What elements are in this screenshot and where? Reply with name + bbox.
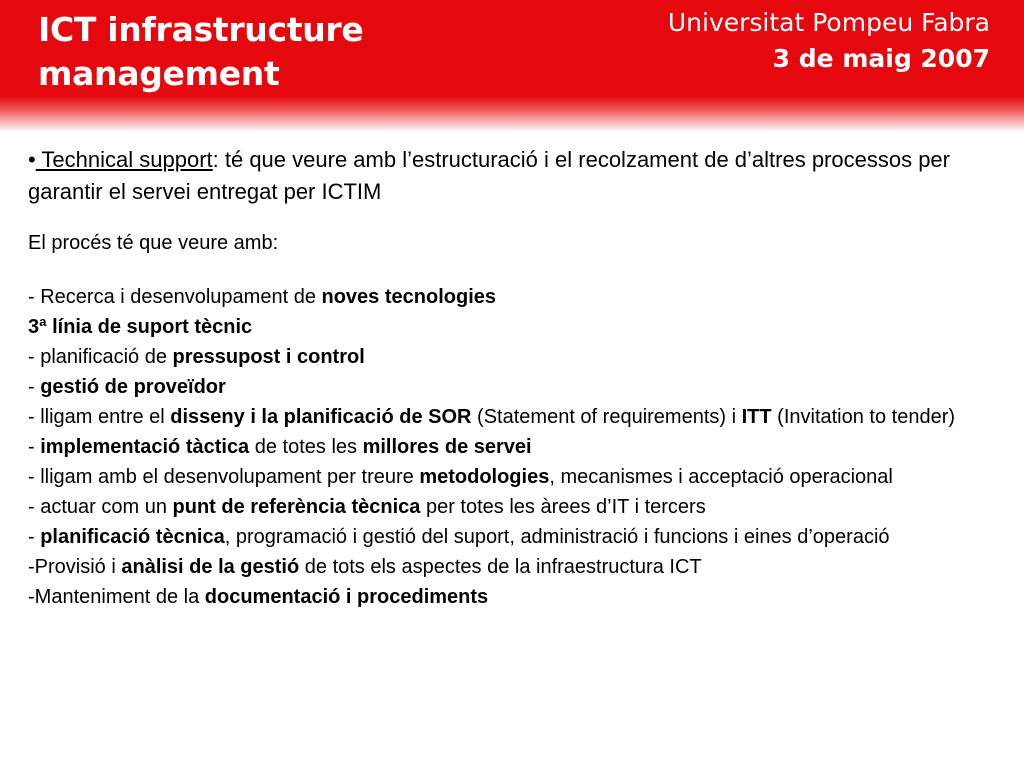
header-org-block xyxy=(668,5,990,77)
list-item-emphasis: noves tecnologies xyxy=(321,286,496,308)
list-item xyxy=(28,282,1014,312)
list-item xyxy=(28,492,1014,522)
list-item-emphasis: disseny i la planificació de SOR xyxy=(170,406,472,428)
list-item-emphasis: gestió de proveïdor xyxy=(40,376,226,398)
slide-header xyxy=(0,0,1024,132)
list-item-text: - xyxy=(28,526,41,548)
list-item xyxy=(28,372,1014,402)
process-list xyxy=(28,282,1014,612)
list-item-text: - xyxy=(28,436,41,458)
list-item-text: - xyxy=(28,376,41,398)
list-item-text: (Statement of requirements) i xyxy=(471,406,742,428)
list-item xyxy=(28,432,1014,462)
list-item xyxy=(28,402,1014,432)
slide-title xyxy=(38,8,363,96)
list-item xyxy=(28,342,1014,372)
list-item-text: - actuar com un xyxy=(28,496,173,518)
intro-term: Technical support xyxy=(35,147,213,172)
list-item-text: -Provisió i xyxy=(28,556,122,578)
list-item-emphasis: ITT xyxy=(741,406,772,428)
lead-text: El procés té que veure amb: xyxy=(28,232,279,254)
list-item-emphasis: documentació i procediments xyxy=(204,586,489,608)
list-item-text: de totes les xyxy=(249,436,363,458)
list-item xyxy=(28,582,1014,612)
list-item-emphasis: anàlisi de la gestió xyxy=(121,556,300,578)
list-item-text: de tots els aspectes de la infraestructura ICT xyxy=(299,556,702,578)
bullet-icon: • xyxy=(28,147,36,172)
title-line-1: ICT infrastructure xyxy=(38,10,364,49)
organization-name: Universitat Pompeu Fabra xyxy=(667,8,990,37)
list-item xyxy=(28,312,1014,342)
list-item-text: (Invitation to tender) xyxy=(771,406,956,428)
list-item-emphasis: pressupost i control xyxy=(172,346,365,368)
presentation-date: 3 de maig 2007 xyxy=(772,44,990,73)
intro-text: : té que veure amb l’estructuració i el recolzament de d’altres processos per garantir el servei entregat per ICTIM xyxy=(28,147,950,204)
list-item xyxy=(28,462,1014,492)
list-item-text: - planificació de xyxy=(28,346,173,368)
list-item-emphasis: 3ª línia de suport tècnic xyxy=(28,316,253,338)
list-item-text: - lligam amb el desenvolupament per treure xyxy=(28,466,420,488)
list-item-text: per totes les àrees d’IT i tercers xyxy=(420,496,706,518)
list-item-emphasis: millores de servei xyxy=(362,436,532,458)
intro-paragraph xyxy=(28,144,1014,208)
list-item-emphasis: punt de referència tècnica xyxy=(172,496,421,518)
list-item-text: - Recerca i desenvolupament de xyxy=(28,286,322,308)
list-item-emphasis: metodologies xyxy=(419,466,550,488)
list-item xyxy=(28,522,1014,552)
list-item-text: , programació i gestió del suport, administració i funcions i eines d’operació xyxy=(224,526,890,548)
slide-body xyxy=(28,144,1014,612)
list-item-text: -Manteniment de la xyxy=(28,586,205,608)
list-item xyxy=(28,552,1014,582)
list-item-text: , mecanismes i acceptació operacional xyxy=(549,466,893,488)
list-item-emphasis: planificació tècnica xyxy=(40,526,225,548)
list-item-emphasis: implementació tàctica xyxy=(40,436,250,458)
title-line-2: management xyxy=(38,54,280,93)
list-item-text: - lligam entre el xyxy=(28,406,171,428)
